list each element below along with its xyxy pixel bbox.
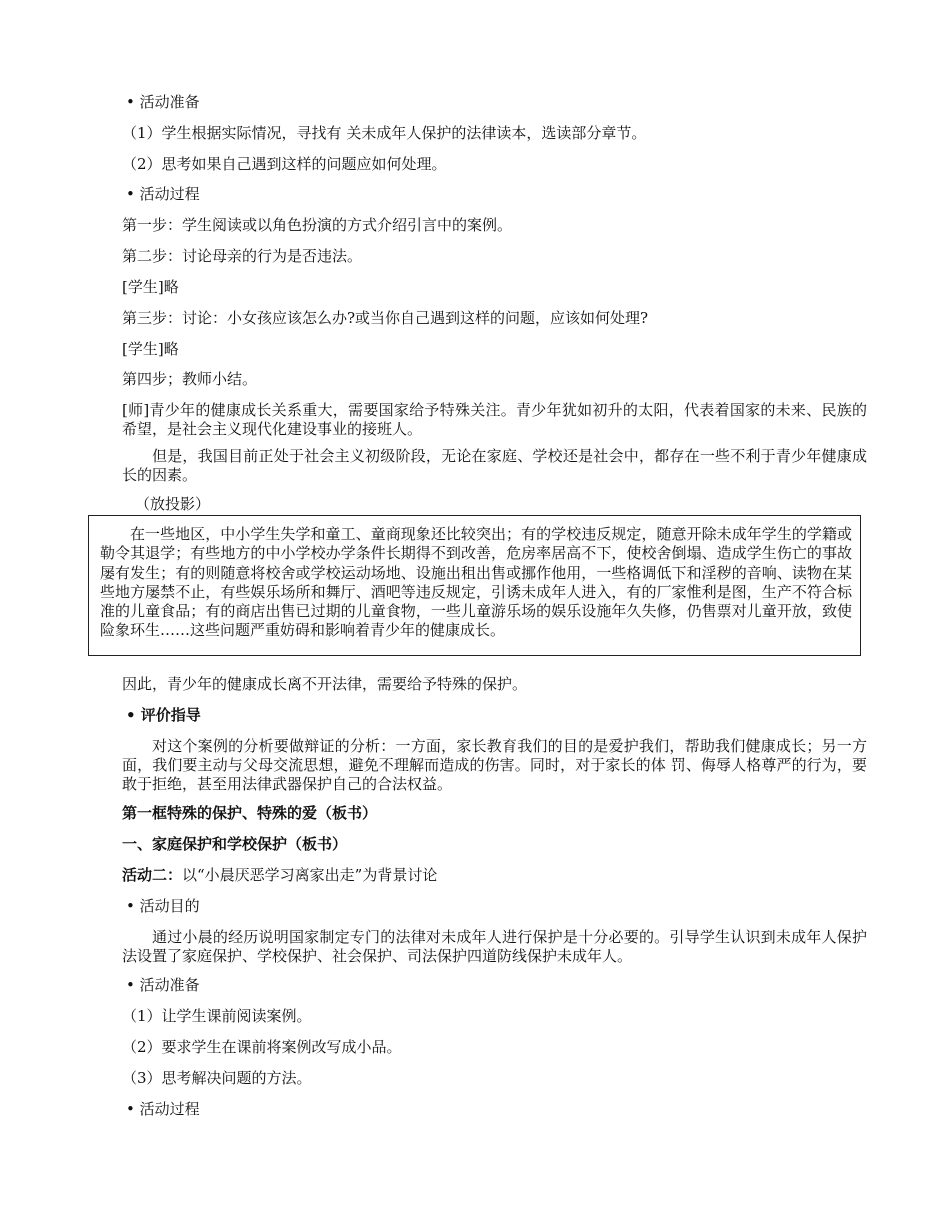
activity-two-label: 活动二：	[122, 866, 183, 884]
prep2-item-1: （1）让学生课前阅读案例。	[122, 1007, 312, 1025]
projection-note: （放投影）	[135, 495, 211, 513]
projection-text: 在一些地区，中小学生失学和童工、童商现象还比较突出；有的学校违反规定，随意开除未成年学生的学籍或勒令其退学；有些地方的中小学校办学条件长期得不到改善，危房率居高不下，使校舍倒塌、造成学生伤亡的事故屡有发生；有的则随意将校舍或学校运动场地、设施出租出售或挪作他用，一些格调低下和淫秽的音响、读物在某些地方屡禁不止，有些娱乐场所和舞厅、酒吧等违反规定，引诱未成年人进入，有的厂家惟利是图，生产不符合标准的儿童食品；有的商店出售已过期的儿童食物，一些儿童游乐场的娱乐设施年久失修，仍售票对儿童开放，致使险象环生……这些问题严重妨碍和影响着青少年的健康成长。	[100, 525, 852, 640]
step-3: 第三步：讨论：小女孩应该怎么办?或当你自己遇到这样的问题，应该如何处理?	[122, 309, 649, 327]
prep-item-2: （2）思考如果自己遇到这样的问题应如何处理。	[122, 155, 447, 173]
step-2: 第二步：讨论母亲的行为是否违法。	[122, 247, 363, 265]
step-4: 第四步；教师小结。	[122, 370, 258, 388]
activity-two-text: 以“小晨厌恶学习离家出走”为背景讨论	[182, 866, 438, 884]
activity-prep-heading: • 活动准备	[126, 93, 200, 111]
section-title-1: 第一框特殊的保护、特殊的爱（板书）	[122, 804, 378, 822]
student-note-1: [学生]略	[122, 278, 179, 296]
activity-process-heading: • 活动过程	[126, 185, 200, 203]
conclusion-line: 因此，青少年的健康成长离不开法律，需要给予特殊的保护。	[122, 675, 528, 693]
goal-paragraph: 通过小晨的经历说明国家制定专门的法律对未成年人进行保护是十分必要的。引导学生认识到未成年人保护法设置了家庭保护、学校保护、社会保护、司法保护四道防线保护未成年人。	[122, 928, 867, 965]
however-paragraph: 但是，我国目前正处于社会主义初级阶段，无论在家庭、学校还是社会中，都存在一些不利于青少年健康成长的因素。	[122, 447, 867, 484]
teacher-paragraph: [师]青少年的健康成长关系重大，需要国家给予特殊关注。青少年犹如初升的太阳，代表着国家的未来、民族的希望，是社会主义现代化建设事业的接班人。	[122, 401, 867, 438]
activity-goal-heading: • 活动目的	[126, 897, 200, 915]
activity-prep-heading-2: • 活动准备	[126, 976, 200, 994]
prep2-item-2: （2）要求学生在课前将案例改写成小品。	[122, 1038, 402, 1056]
evaluation-heading: • 评价指导	[126, 706, 201, 724]
projection-box	[88, 515, 861, 656]
step-1: 第一步：学生阅读或以角色扮演的方式介绍引言中的案例。	[122, 216, 513, 234]
activity-process-heading-2: • 活动过程	[126, 1100, 200, 1118]
section-title-2: 一、家庭保护和学校保护（板书）	[122, 835, 348, 853]
prep-item-1: （1）学生根据实际情况，寻找有 关未成年人保护的法律读本，选读部分章节。	[122, 124, 647, 142]
prep2-item-3: （3）思考解决问题的方法。	[122, 1069, 312, 1087]
student-note-2: [学生]略	[122, 340, 179, 358]
activity-two-line	[122, 866, 437, 884]
evaluation-paragraph: 对这个案例的分析要做辩证的分析：一方面，家长教育我们的目的是爱护我们，帮助我们健康成长；另一方面，我们要主动与父母交流思想，避免不理解而造成的伤害。同时，对于家长的体 罚、侮辱人格尊严的行为，要敢于拒绝，甚至用法律武器保护自己的合法权益。	[122, 737, 867, 793]
